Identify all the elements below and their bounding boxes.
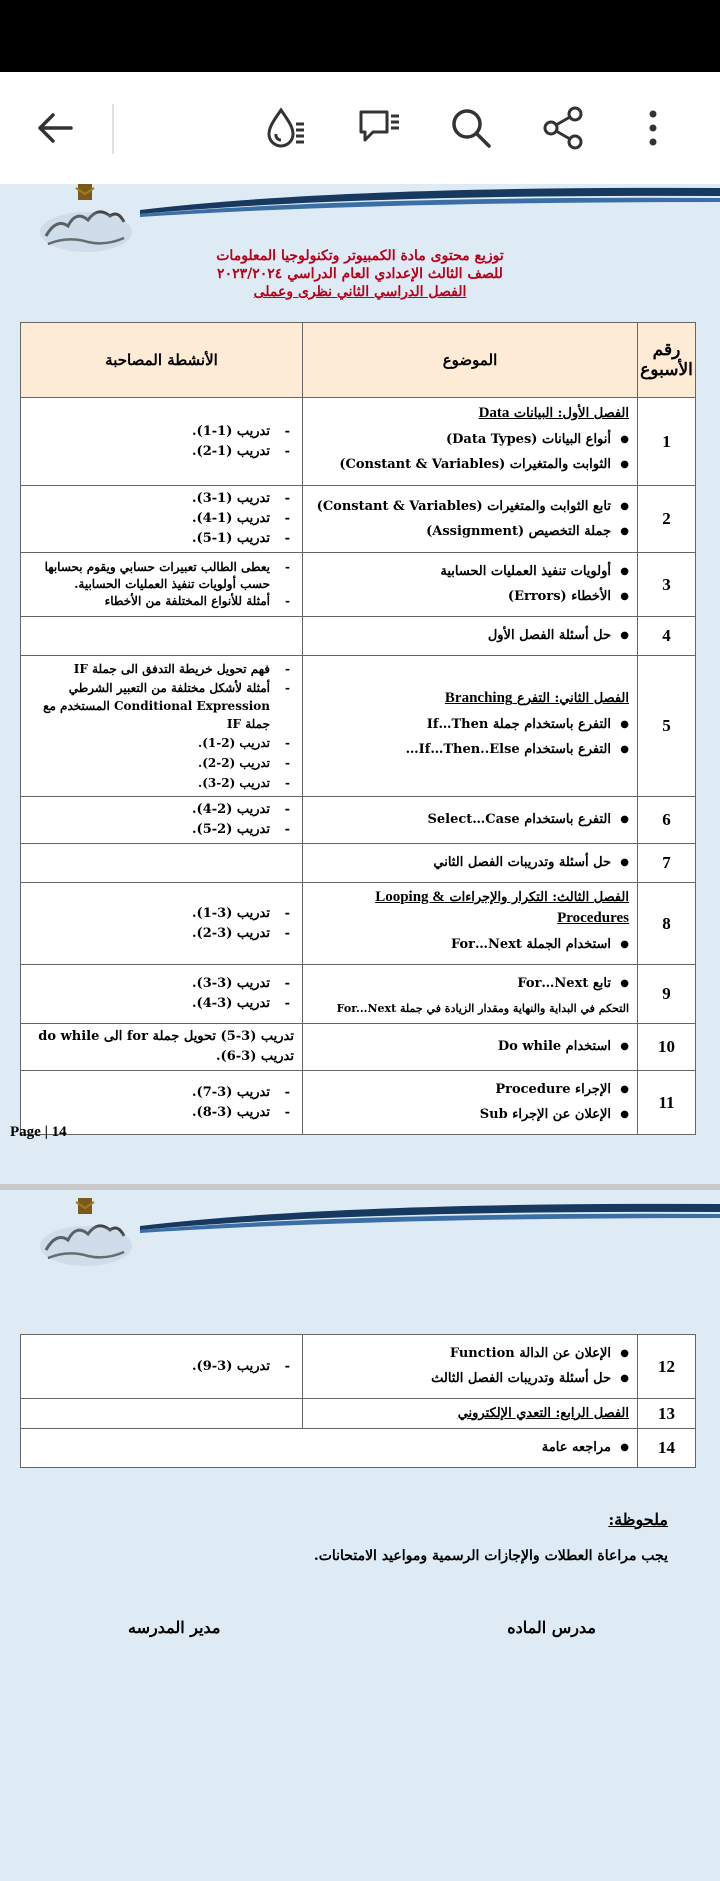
activity-item: - تدريب (1-5). [29, 529, 294, 549]
document-page-14 [0, 184, 720, 1184]
back-arrow-icon [33, 106, 77, 150]
status-bar [0, 0, 720, 72]
chapter-title-ar: الفصل الأول: البيانات [513, 406, 629, 421]
topic-item: ● استخدام الجملة For…Next [311, 935, 629, 955]
share-button[interactable] [528, 72, 598, 184]
topic-item: ● التفرع باستخدام جملة If…Then [311, 715, 629, 735]
curriculum-table [20, 322, 696, 1135]
activities-cell [21, 553, 303, 617]
table-header-row [21, 323, 696, 398]
topic-item: ● أولويات تنفيذ العمليات الحسابية [311, 562, 629, 582]
activities-cell [21, 486, 303, 553]
topic-cell [303, 1399, 638, 1429]
table-row [21, 656, 696, 797]
activity-item: - تدريب (2-3). [29, 773, 294, 793]
topic-item: ● أنواع البيانات (Data Types) [311, 430, 629, 450]
chapter-title-en: Looping & Procedures [375, 889, 629, 926]
week-number: 8 [638, 883, 696, 965]
activity-item: - تدريب (3-4). [29, 994, 294, 1014]
header-activities: الأنشطة المصاحبة [21, 323, 303, 398]
activity-item: تدريب (3-5) تحويل جملة for الى do while [38, 1029, 294, 1044]
week-number: 11 [638, 1071, 696, 1135]
week-number: 10 [638, 1024, 696, 1071]
week-number: 13 [638, 1399, 696, 1429]
topic-item: ● الأخطاء (Errors) [311, 587, 629, 607]
topic-cell [303, 1335, 638, 1399]
header-week: رقم الأسبوع [638, 323, 696, 398]
topic-item: ● استخدام Do while [311, 1037, 629, 1057]
activity-item: - تدريب (3-2). [29, 924, 294, 944]
chapter-title [311, 688, 629, 709]
topic-item: ● الإعلان عن الدالة Function [311, 1344, 629, 1364]
activity-item: - يعطى الطالب تعبيرات حسابي ويقوم بحسابها حسب أولويات تنفيذ العمليات الحسابية. [29, 559, 294, 593]
activities-cell [21, 1024, 303, 1071]
topic-item: ● الإجراء Procedure [311, 1080, 629, 1100]
activity-item: - أمثلة للأنواع المختلفة من الأخطاء [29, 593, 294, 610]
topic-item: ● حل أسئلة وتدريبات الفصل الثاني [311, 853, 629, 873]
ink-button[interactable] [250, 72, 320, 184]
topic-cell [303, 844, 638, 883]
table-row [21, 617, 696, 656]
topic-item: ● الثوابت والمتغيرات (Constant & Variables) [311, 455, 629, 475]
week-number: 3 [638, 553, 696, 617]
chapter-title-ar: الفصل الثاني: التفرع [516, 690, 629, 706]
doc-title-line1: توزيع محتوى مادة الكمبيوتر وتكنولوجيا المعلومات [216, 248, 504, 264]
table-row [21, 486, 696, 553]
activity-item: - تدريب (3-1). [29, 904, 294, 924]
chapter-title [311, 887, 629, 929]
topic-cell [303, 883, 638, 965]
doc-title-line3: الفصل الدراسي الثاني نظرى وعملى [253, 284, 467, 300]
chapter-title [311, 403, 629, 424]
week-number: 4 [638, 617, 696, 656]
activity-item: - تدريب (1-3). [29, 489, 294, 509]
document-page-15 [0, 1190, 720, 1881]
activity-item: - تدريب (3-9). [29, 1357, 294, 1377]
topic-cell [303, 617, 638, 656]
note-title: ملحوظة: [608, 1510, 668, 1529]
topic-cell [303, 398, 638, 486]
activity-item: - تدريب (1-4). [29, 509, 294, 529]
activities-cell [21, 1399, 303, 1429]
activity-item: - تدريب (3-7). [29, 1083, 294, 1103]
activity-item: - تدريب (1-2). [29, 442, 294, 462]
search-button[interactable] [436, 72, 506, 184]
activities-cell [21, 844, 303, 883]
topic-item: ● تابع For…Next [311, 974, 629, 994]
ministry-logo [38, 1198, 134, 1270]
share-icon [539, 104, 587, 152]
more-options-button[interactable] [618, 72, 688, 184]
header-topic: الموضوع [303, 323, 638, 398]
activities-cell [21, 1335, 303, 1399]
topic-cell [303, 965, 638, 1024]
topic-item: ● حل أسئلة وتدريبات الفصل الثالث [311, 1369, 629, 1389]
header-swoosh [140, 1200, 720, 1240]
comment-button[interactable] [344, 72, 414, 184]
table-row [21, 1399, 696, 1429]
activity-item: - تدريب (2-4). [29, 800, 294, 820]
activity-item: - تدريب (3-8). [29, 1103, 294, 1123]
activities-cell [21, 617, 303, 656]
week-number: 7 [638, 844, 696, 883]
topic-cell [303, 1024, 638, 1071]
table-row [21, 553, 696, 617]
topic-item: ● حل أسئلة الفصل الأول [311, 626, 629, 646]
topic-cell [303, 797, 638, 844]
chapter-title-en: Branching [444, 689, 513, 706]
topic-item: ● التفرع باستخدام Select…Case [311, 810, 629, 830]
ink-drop-icon [261, 104, 309, 152]
toolbar-divider [112, 104, 114, 154]
activities-cell [21, 797, 303, 844]
activities-cell [21, 398, 303, 486]
week-number: 9 [638, 965, 696, 1024]
page-number: Page | 14 [10, 1124, 67, 1140]
curriculum-table-continued [20, 1334, 696, 1468]
topic-cell [303, 486, 638, 553]
topic-cell [303, 553, 638, 617]
activity-item: - تدريب (2-5). [29, 820, 294, 840]
note-text: يجب مراعاة العطلات والإجازات الرسمية ومواعيد الامتحانات. [313, 1548, 668, 1564]
activity-item: - تدريب (1-1). [29, 422, 294, 442]
week-number: 5 [638, 656, 696, 797]
topic-cell [303, 656, 638, 797]
activity-item: - تدريب (2-2). [29, 753, 294, 773]
activities-cell [21, 883, 303, 965]
activity-item: - تدريب (2-1). [29, 733, 294, 753]
chapter-title: الفصل الرابع: التعدي الإلكتروني [457, 1405, 629, 1421]
week-number: 2 [638, 486, 696, 553]
topic-item: ● الإعلان عن الإجراء Sub [311, 1105, 629, 1125]
table-row [21, 1335, 696, 1399]
week-number: 1 [638, 398, 696, 486]
comment-icon [355, 104, 403, 152]
activities-cell [21, 656, 303, 797]
table-row [21, 965, 696, 1024]
topic-item: ● التفرع باستخدام If…Then..Else… [311, 740, 629, 760]
chapter-title-en: Data [478, 405, 510, 421]
activity-item: - تدريب (3-3). [29, 974, 294, 994]
topic-item: ● تابع الثوابت والمتغيرات (Constant & Variables) [311, 497, 629, 517]
topic-cell [303, 1071, 638, 1135]
back-button[interactable] [20, 72, 90, 184]
week-number: 12 [638, 1335, 696, 1399]
doc-title-line2: للصف الثالث الإعدادي العام الدراسي ٢٠٢٣/٢٠٢٤ [217, 266, 503, 282]
topic-item: ● مراجعه عامة [29, 1438, 629, 1458]
activity-item: - فهم تحويل خريطة التدفق الى جملة IF [29, 659, 294, 679]
search-icon [447, 104, 495, 152]
viewer-toolbar [0, 72, 720, 184]
week-number: 6 [638, 797, 696, 844]
activity-item: - أمثلة لأشكل مختلفة من التعبير الشرطي Conditional Expression المستخدم مع جملة IF [29, 679, 294, 733]
table-row [21, 1071, 696, 1135]
topic-cell [21, 1429, 638, 1468]
chapter-title-ar: الفصل الثالث: التكرار والإجراءات [449, 890, 629, 905]
table-row [21, 1429, 696, 1468]
topic-note: التحكم في البداية والنهاية ومقدار الزيادة في جملة For...Next [336, 1002, 629, 1015]
activity-item: تدريب (3-6). [216, 1049, 294, 1064]
table-row [21, 797, 696, 844]
topic-item: ● جملة التخصيص (Assignment) [311, 522, 629, 542]
teacher-signature: مدرس الماده [507, 1618, 596, 1637]
principal-signature: مدير المدرسه [128, 1618, 221, 1637]
table-row [21, 1024, 696, 1071]
table-row [21, 398, 696, 486]
table-row [21, 883, 696, 965]
ministry-logo [38, 184, 134, 256]
header-swoosh [140, 184, 720, 224]
table-row [21, 844, 696, 883]
more-vert-icon [643, 104, 663, 152]
doc-title-line3-wrap [0, 284, 720, 301]
activities-cell [21, 965, 303, 1024]
week-number: 14 [638, 1429, 696, 1468]
